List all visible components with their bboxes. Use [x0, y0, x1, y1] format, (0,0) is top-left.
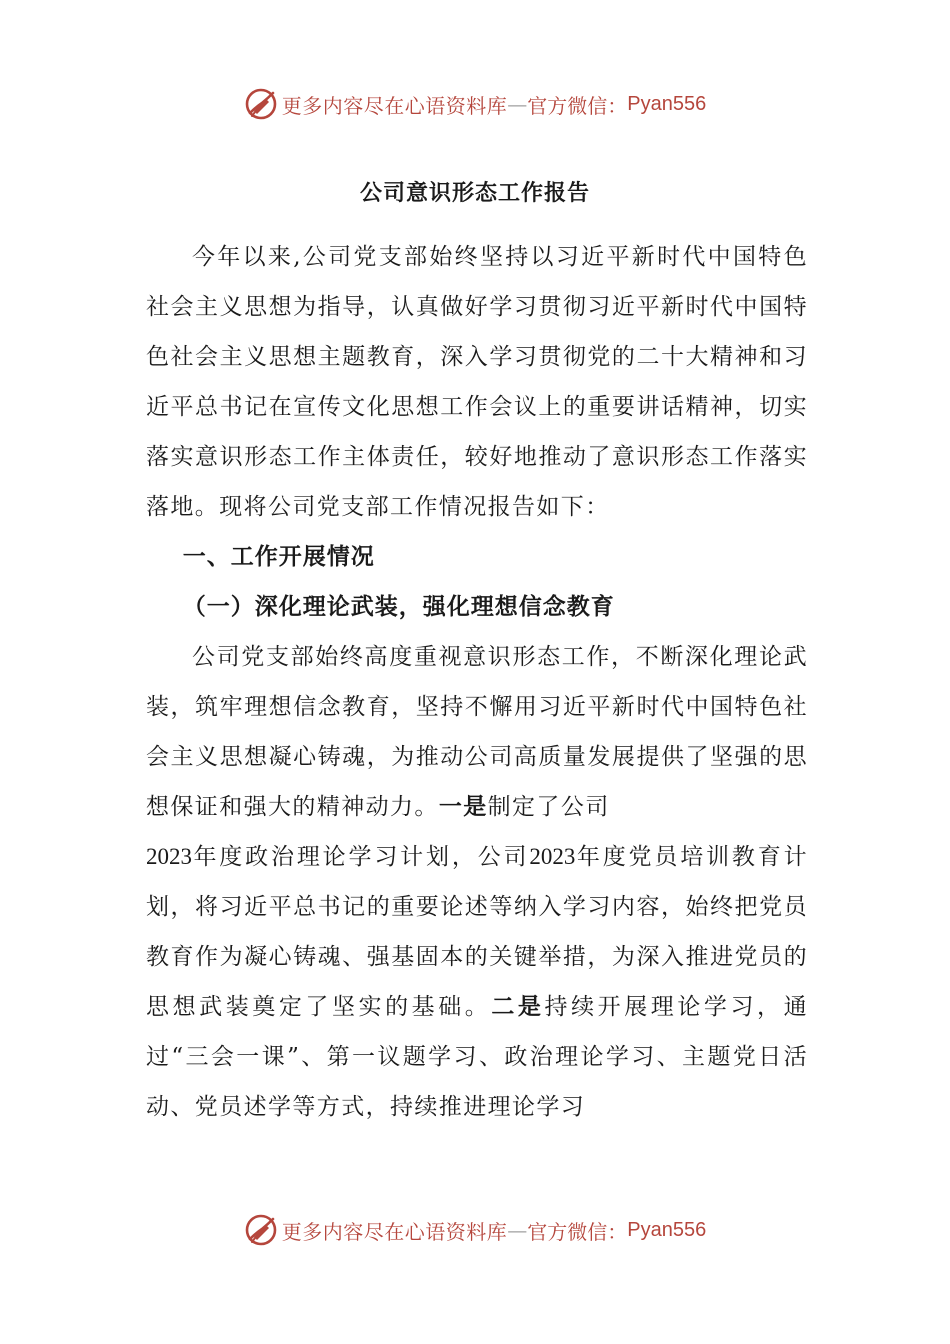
year-number: 2023	[529, 844, 576, 869]
bold-marker-first: 一是	[438, 794, 488, 820]
banner-text: 更多内容尽在心语资料库	[281, 1219, 508, 1244]
paragraph-text: 年度党员培训教育计划，将习近平总书记的重要论述等纳入学习内容，始终把党员教育作为凝心铸魂、强基固本的关键举措，为深入推进党员的思想武装奠定了坚实的基础。	[146, 844, 808, 1020]
paragraph-text: 公司党支部始终高度重视意识形态工作，不断深化理论武装，筑牢理想信念教育，坚持不懈用习近平新时代中国特色社会主义思想凝心铸魂，为推动公司高质量发展提供了坚强的思想保证和强大的精神动力。	[146, 644, 808, 820]
pen-logo-icon	[244, 87, 278, 121]
paragraph-text: 持续开展理论学习，通过“三会一课”、第一议题学习、政治理论学习、主题党日活动、党员述学等方式，持续推进理论学习	[146, 994, 808, 1120]
pen-logo-icon	[244, 1213, 278, 1247]
subsection-heading: （一）深化理论武装，强化理想信念教育	[182, 594, 615, 620]
document-title: 公司意识形态工作报告	[359, 181, 590, 206]
banner-wechat-label: 官方微信：	[527, 1219, 628, 1244]
bold-marker-second: 二是	[491, 994, 545, 1020]
banner-text: 更多内容尽在心语资料库	[281, 93, 508, 118]
section-heading: 一、工作开展情况	[182, 544, 375, 570]
paragraph-text: 年度政治理论学习计划，公司	[192, 844, 530, 870]
year-number: 2023	[146, 844, 192, 869]
banner-separator: —	[507, 92, 528, 116]
footer-watermark-banner	[0, 1210, 950, 1250]
banner-wechat-id: Pyan556	[627, 1218, 707, 1241]
banner-separator: —	[507, 1218, 528, 1242]
document-body	[146, 232, 808, 1132]
intro-paragraph: 今年以来,公司党支部始终坚持以习近平新时代中国特色社会主义思想为指导，认真做好学习贯彻习近平新时代中国特色社会主义思想主题教育，深入学习贯彻党的二十大精神和习近平总书记在宣传文化思想工作会议上的重要讲话精神，切实落实意识形态工作主体责任，较好地推动了意识形态工作落实落地。现将公司党支部工作情况报告如下：	[146, 244, 808, 520]
body-paragraph	[146, 632, 808, 1132]
banner-wechat-id: Pyan556	[627, 92, 707, 115]
banner-wechat-label: 官方微信：	[527, 93, 628, 118]
header-watermark-banner	[0, 84, 950, 124]
paragraph-text: 制定了公司	[487, 794, 610, 820]
